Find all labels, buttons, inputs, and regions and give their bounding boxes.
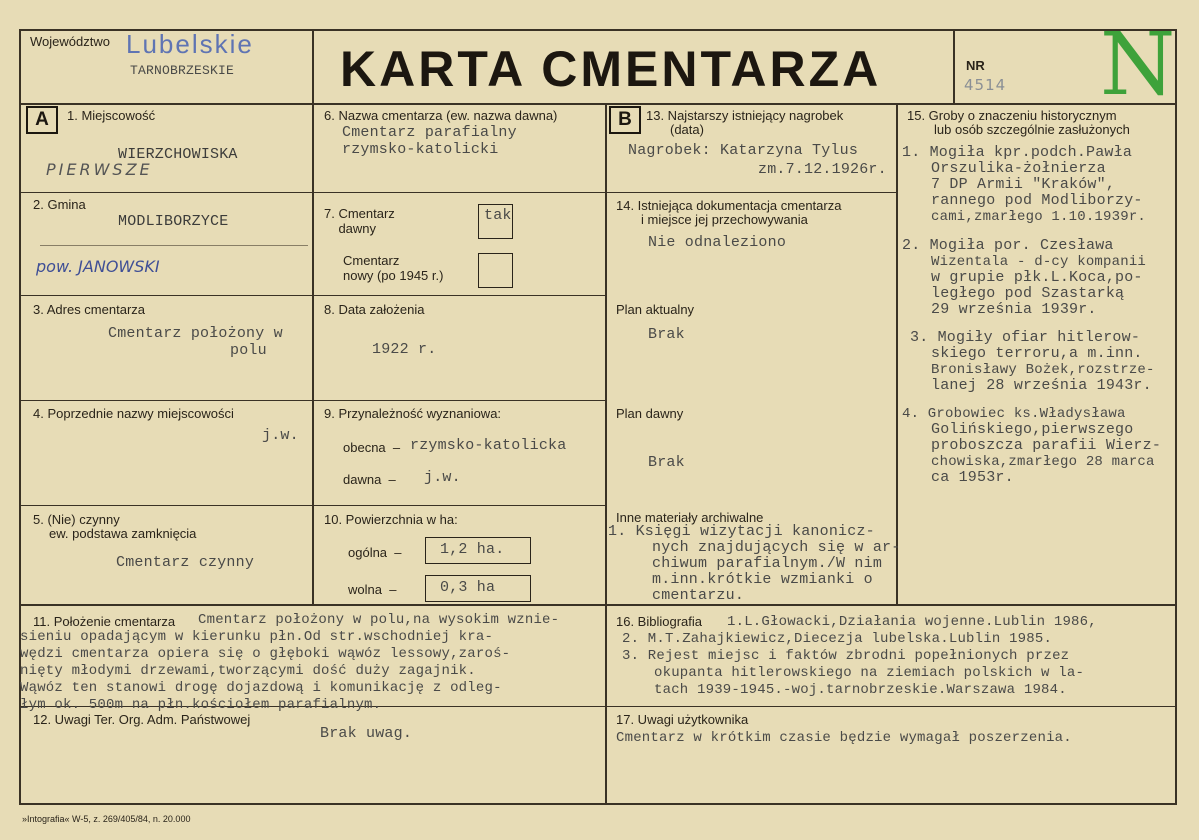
f16-line-4: okupanta hitlerowskiego na ziemiach polskich w la- [654, 665, 1085, 681]
field-9-label: 9. Przynależność wyznaniowa: [324, 406, 502, 421]
f15-line-15: 4. Grobowiec ks.Władysława [902, 406, 1126, 422]
f15-line-5: cami,zmarłego 1.10.1939r. [931, 209, 1147, 225]
frame-bottom [19, 803, 1177, 805]
field-10-label: 10. Powierzchnia w ha: [324, 512, 458, 527]
field-6-label: 6. Nazwa cmentarza (ew. nazwa dawna) [324, 108, 558, 123]
f16-line-5: tach 1939-1945.-woj.tarnobrzeskie.Warszawa 1984. [654, 682, 1067, 698]
field-17-label: 17. Uwagi użytkownika [616, 712, 749, 727]
inne-line-1: 1. Księgi wizytacji kanonicz- [608, 523, 875, 540]
f11-line-1: Cmentarz położony w polu,na wysokim wznie- [198, 612, 560, 628]
f15-line-13: Bronisławy Bożek,rozstrze- [931, 362, 1155, 378]
f16-line-3: 3. Rejest miejsc i faktów zbrodni popełnionych przez [622, 648, 1070, 664]
field-17-value: Cmentarz w krótkim czasie będzie wymagał poszerzenia. [616, 730, 1072, 746]
field-3-label: 3. Adres cmentarza [33, 302, 145, 317]
field-9-obecna-label: obecna – [343, 440, 401, 455]
inne-line-3: chiwum parafialnym./W nim [652, 555, 883, 572]
row-line-4 [19, 505, 314, 506]
field-8-value: 1922 r. [372, 341, 437, 358]
field-7-value-dawny: tak [484, 207, 512, 224]
field-12-label: 12. Uwagi Ter. Org. Adm. Państwowej [33, 712, 251, 727]
field-3-value-2: polu [230, 342, 267, 359]
wojewodztwo-typed: TARNOBRZESKIE [130, 63, 235, 78]
wojewodztwo-stamp: Lubelskie [126, 29, 254, 59]
field-2-hand: pow. JANOWSKI [36, 257, 160, 276]
f15-line-16: Golińskiego,pierwszego [931, 421, 1134, 438]
col-divider-b [896, 103, 898, 605]
f11-line-4: nięty młodymi drzewami,tworzącymi dość duży zagajnik. [20, 663, 476, 679]
field-15-label-2: lub osób szczególnie zasłużonych [934, 122, 1130, 137]
row-line-r1 [605, 192, 898, 193]
f15-line-14: lanej 28 września 1943r. [931, 377, 1152, 394]
field-12-value: Brak uwag. [320, 725, 413, 742]
f15-line-1: 1. Mogiła kpr.podch.Pawła [902, 144, 1133, 161]
f15-line-8: w grupie płk.L.Koca,po- [931, 269, 1143, 286]
field-14-label-1: 14. Istniejąca dokumentacja cmentarza [616, 198, 842, 213]
field-9-dawna-value: j.w. [424, 469, 461, 486]
field-8-label: 8. Data założenia [324, 302, 425, 317]
field-1-label: 1. Miejscowość [67, 108, 156, 123]
plan-dawny-value: Brak [648, 454, 685, 471]
inne-line-5: cmentarzu. [652, 587, 745, 604]
f11-line-3: wędzi cmentarza opiera się o głęboki wąwóz lessowy,zaroś- [20, 646, 511, 662]
field-6-value-1: Cmentarz parafialny [342, 124, 517, 141]
field-6-value-2: rzymsko-katolicki [342, 141, 499, 158]
field-13-label-1: 13. Najstarszy istniejący nagrobek [646, 108, 844, 123]
field-10-wolna-value: 0,3 ha [440, 579, 496, 596]
row-line-2 [19, 295, 314, 296]
field-14-value: Nie odnaleziono [648, 234, 787, 251]
nr-label: NR [966, 58, 985, 73]
row-line-m3 [312, 400, 607, 401]
field-5-label-1: 5. (Nie) czynny [33, 512, 120, 527]
row-line-m1 [312, 192, 607, 193]
print-info: »Intografia« W-5, z. 269/405/84, n. 20.000 [22, 814, 191, 824]
f11-line-6: łym ok. 500m na płn.kościołem parafialnym. [20, 697, 382, 713]
row-line-m2 [312, 295, 607, 296]
field-4-label: 4. Poprzednie nazwy miejscowości [33, 406, 234, 421]
inne-line-4: m.inn.krótkie wzmianki o [652, 571, 873, 588]
section-b-marker: B [609, 106, 641, 134]
page-title: KARTA CMENTARZA [340, 41, 882, 97]
inne-line-2: nych znajdujących się w ar- [652, 539, 901, 556]
inne-materialy-label: Inne materiały archiwalne [616, 510, 764, 525]
field-13-label-2: (data) [670, 122, 704, 137]
row-line-2-dotted [40, 245, 308, 246]
field-9-dawna-label: dawna – [343, 472, 396, 487]
field-15-label-1: 15. Groby o znaczeniu historycznym [907, 108, 1117, 123]
row-line-3 [19, 400, 314, 401]
nr-value: 4514 [964, 76, 1007, 94]
field-11-label: 11. Położenie cmentarza [33, 614, 176, 629]
field-5-value: Cmentarz czynny [116, 554, 255, 571]
f16-line-2: 2. M.T.Zahajkiewicz,Diecezja lubelska.Lublin 1985. [622, 631, 1053, 647]
f15-line-4: rannego pod Modliborzy- [931, 192, 1143, 209]
field-9-obecna-value: rzymsko-katolicka [410, 437, 567, 454]
f15-line-11: 3. Mogiły ofiar hitlerow- [910, 329, 1141, 346]
frame-right [1175, 29, 1177, 805]
f15-line-19: ca 1953r. [931, 469, 1014, 486]
field-1-value: WIERZCHOWISKA [118, 146, 238, 163]
f11-line-5: Wąwóz ten stanowi drogę dojazdową i komunikację z odleg- [20, 680, 502, 696]
field-13-value-1: Nagrobek: Katarzyna Tylus [628, 142, 859, 159]
plan-aktualny-label: Plan aktualny [616, 302, 695, 317]
field-1-hand: PIERWSZE [46, 160, 153, 179]
field-16-label: 16. Bibliografia [616, 614, 702, 629]
f15-line-2: Orszulika-żołnierza [931, 160, 1106, 177]
plan-aktualny-value: Brak [648, 326, 685, 343]
row-line-lower [19, 604, 1177, 606]
field-2-label: 2. Gmina [33, 197, 86, 212]
field-13-value-2: zm.7.12.1926r. [758, 161, 887, 178]
col-divider-mid [605, 103, 607, 803]
f11-line-2: sieniu opadającym w kierunku płn.Od str.wschodniej kra- [20, 629, 494, 645]
field-3-value-1: Cmentarz położony w [108, 325, 283, 342]
plan-dawny-label: Plan dawny [616, 406, 684, 421]
field-5-label-2: ew. podstawa zamknięcia [49, 526, 197, 541]
header-divider-2 [953, 29, 955, 105]
f15-line-7: Wizentala - d-cy kompanii [931, 254, 1147, 270]
field-7-label-dawny: 7. Cmentarz dawny [324, 206, 395, 236]
f15-line-3: 7 DP Armii "Kraków", [931, 176, 1116, 193]
wojewodztwo-label: Województwo [30, 34, 110, 49]
f15-line-18: chowiska,zmarłego 28 marca [931, 454, 1155, 470]
section-a-marker: A [26, 106, 58, 134]
header-divider-1 [312, 29, 314, 105]
col-divider-a [312, 103, 314, 605]
f15-line-12: skiego terroru,a m.inn. [931, 345, 1143, 362]
row-line-m4 [312, 505, 607, 506]
header-bottom-line [19, 103, 1177, 105]
field-4-value: j.w. [262, 427, 299, 444]
f15-line-6: 2. Mogiła por. Czesława [902, 237, 1114, 254]
f15-line-10: 29 września 1939r. [931, 301, 1097, 318]
row-line-1 [19, 192, 314, 193]
category-mark: N [1100, 15, 1176, 115]
checkbox-nowy [478, 253, 513, 288]
field-10-ogolna-value: 1,2 ha. [440, 541, 505, 558]
field-10-wolna-label: wolna – [348, 582, 397, 597]
field-2-value: MODLIBORZYCE [118, 213, 229, 230]
f15-line-17: proboszcza parafii Wierz- [931, 437, 1162, 454]
field-10-ogolna-label: ogólna – [348, 545, 402, 560]
f15-line-9: ległego pod Szastarką [931, 285, 1125, 302]
field-7-label-nowy: Cmentarz nowy (po 1945 r.) [343, 253, 444, 283]
field-14-label-2: i miejsce jej przechowywania [641, 212, 808, 227]
f16-line-1: 1.L.Głowacki,Działania wojenne.Lublin 1986, [727, 614, 1097, 630]
